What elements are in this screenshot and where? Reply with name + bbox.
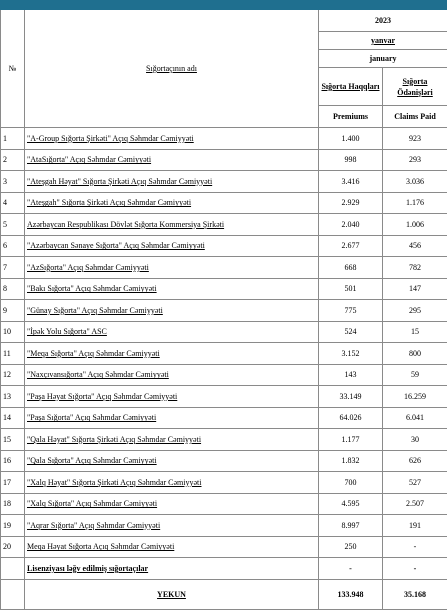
company-name — [25, 192, 319, 214]
col-company-header — [25, 10, 319, 128]
claims-value: 800 — [383, 343, 447, 365]
table-row — [1, 149, 447, 171]
company-name — [25, 364, 319, 386]
company-name-text: "Paşa Sığorta" Açıq Səhmdar Cəmiyyəti — [27, 413, 156, 422]
table-row — [1, 364, 447, 386]
rows-body — [1, 128, 447, 558]
company-name-text: "Xalq Sığorta" Açıq Səhmdar Cəmiyyəti — [27, 499, 157, 508]
row-number: 9 — [1, 300, 25, 322]
claims-value: 2.507 — [383, 493, 447, 515]
company-name-text: "Paşa Həyat Sığorta" Açıq Səhmdar Cəmiyyəti — [27, 392, 177, 401]
claims-value: 15 — [383, 321, 447, 343]
table-row — [1, 429, 447, 451]
row-number: 5 — [1, 214, 25, 236]
claims-value: 147 — [383, 278, 447, 300]
table-row — [1, 515, 447, 537]
total-claims: 35.168 — [383, 580, 447, 610]
premiums-value: 33.149 — [319, 386, 383, 408]
premiums-value: 700 — [319, 472, 383, 494]
company-name — [25, 235, 319, 257]
table-row — [1, 235, 447, 257]
row-number: 2 — [1, 149, 25, 171]
claims-value: 1.176 — [383, 192, 447, 214]
total-label: YEKUN — [25, 580, 319, 610]
row-number: 17 — [1, 472, 25, 494]
company-name — [25, 472, 319, 494]
claims-value: 923 — [383, 128, 447, 150]
table-row — [1, 472, 447, 494]
company-name — [25, 128, 319, 150]
company-name-text: "Qala Sığorta" Açıq Səhmdar Cəmiyyəti — [27, 456, 157, 465]
company-name — [25, 171, 319, 193]
table-row — [1, 536, 447, 558]
year-row — [1, 10, 447, 32]
company-name-text: "Bakı Sığorta" Açıq Səhmdar Cəmiyyəti — [27, 284, 157, 293]
premiums-value: 8.997 — [319, 515, 383, 537]
premiums-value: 4.595 — [319, 493, 383, 515]
company-name — [25, 450, 319, 472]
company-name — [25, 300, 319, 322]
company-name-text: "AzSığorta" Açıq Səhmdar Cəmiyyəti — [27, 263, 149, 272]
col-company-label: Sığortaçının adı — [146, 64, 197, 73]
company-name — [25, 257, 319, 279]
table-row — [1, 300, 447, 322]
table-row — [1, 171, 447, 193]
table-row — [1, 493, 447, 515]
company-name — [25, 493, 319, 515]
revoked-premiums: - — [319, 558, 383, 580]
company-name-text: "Naxçıvansığorta" Açıq Səhmdar Cəmiyyəti — [27, 370, 169, 379]
claims-en-header: Claims Paid — [383, 106, 447, 128]
company-name-text: "AtaSığorta" Açıq Səhmdar Cəmiyyəti — [27, 155, 151, 164]
company-name — [25, 278, 319, 300]
row-number: 14 — [1, 407, 25, 429]
company-name-text: "Xalq Həyat" Sığorta Şirkəti Açıq Səhmdar Cəmiyyəti — [27, 478, 202, 487]
company-name-text: "Azərbaycan Sənaye Sığorta" Açıq Səhmdar Cəmiyyəti — [27, 241, 205, 250]
revoked-row — [1, 558, 447, 580]
premiums-value: 1.400 — [319, 128, 383, 150]
table-row — [1, 214, 447, 236]
premiums-az-header: Sığorta Haqqları — [319, 68, 383, 106]
company-name-text: "Meqa Sığorta" Açıq Səhmdar Cəmiyyəti — [27, 349, 160, 358]
premiums-value: 3.416 — [319, 171, 383, 193]
premiums-value: 501 — [319, 278, 383, 300]
claims-value: 626 — [383, 450, 447, 472]
table-row — [1, 128, 447, 150]
revoked-label: Lisenziyası ləğv edilmiş sığortaçılar — [25, 558, 319, 580]
company-name — [25, 321, 319, 343]
month-en-header: january — [319, 50, 447, 68]
row-number: 10 — [1, 321, 25, 343]
claims-az-header: Sığorta Ödənişləri — [383, 68, 447, 106]
company-name-text: "İpək Yolu Sığorta" ASC — [27, 327, 107, 336]
row-number: 3 — [1, 171, 25, 193]
table-row — [1, 321, 447, 343]
revoked-claims: - — [383, 558, 447, 580]
company-name-text: "Aqrar Sığorta" Açıq Səhmdar Cəmiyyəti — [27, 521, 160, 530]
row-number: 16 — [1, 450, 25, 472]
total-premiums: 133.948 — [319, 580, 383, 610]
premiums-value: 2.040 — [319, 214, 383, 236]
claims-value: 30 — [383, 429, 447, 451]
table-row — [1, 192, 447, 214]
premiums-value: 668 — [319, 257, 383, 279]
company-name-text: "Ateşgah" Sığorta Şirkəti Açıq Səhmdar Cəmiyyəti — [27, 198, 191, 207]
claims-value: - — [383, 536, 447, 558]
table-row — [1, 278, 447, 300]
premiums-value: 1.832 — [319, 450, 383, 472]
row-number: 1 — [1, 128, 25, 150]
premiums-value: 250 — [319, 536, 383, 558]
row-number: 20 — [1, 536, 25, 558]
company-name — [25, 429, 319, 451]
premiums-value: 524 — [319, 321, 383, 343]
company-name — [25, 515, 319, 537]
premiums-en-header: Premiums — [319, 106, 383, 128]
company-name — [25, 343, 319, 365]
company-name-text: "Günay Sığorta" Açıq Səhmdar Cəmiyyəti — [27, 306, 163, 315]
row-number: 8 — [1, 278, 25, 300]
company-name-text: "Ateşgah Həyat" Sığorta Şirkəti Açıq Səhmdar Cəmiyyəti — [27, 177, 212, 186]
premiums-value: 775 — [319, 300, 383, 322]
premiums-value: 64.026 — [319, 407, 383, 429]
row-number: 6 — [1, 235, 25, 257]
total-row — [1, 580, 447, 610]
company-name-text: "Qala Həyat" Sığorta Şirkəti Açıq Səhmdar Cəmiyyəti — [27, 435, 201, 444]
table-row — [1, 407, 447, 429]
company-name — [25, 386, 319, 408]
premiums-value: 2.677 — [319, 235, 383, 257]
company-name — [25, 149, 319, 171]
top-color-bar — [1, 1, 447, 10]
company-name-text: "A-Group Sığorta Şirkəti" Açıq Səhmdar Cəmiyyəti — [27, 134, 194, 143]
row-number: 7 — [1, 257, 25, 279]
company-name-text: Meqa Həyat Sığorta Açıq Səhmdar Cəmiyyəti — [27, 542, 174, 551]
row-number: 12 — [1, 364, 25, 386]
col-number-header: № — [1, 10, 25, 128]
table-row — [1, 386, 447, 408]
claims-value: 782 — [383, 257, 447, 279]
row-number: 4 — [1, 192, 25, 214]
claims-value: 527 — [383, 472, 447, 494]
claims-value: 1.006 — [383, 214, 447, 236]
month-az-header: yanvar — [319, 32, 447, 50]
premiums-value: 1.177 — [319, 429, 383, 451]
row-number: 13 — [1, 386, 25, 408]
company-name — [25, 214, 319, 236]
table-row — [1, 343, 447, 365]
company-name — [25, 536, 319, 558]
row-number: 18 — [1, 493, 25, 515]
premiums-value: 998 — [319, 149, 383, 171]
claims-value: 456 — [383, 235, 447, 257]
table-row — [1, 450, 447, 472]
premiums-value: 2.929 — [319, 192, 383, 214]
claims-value: 293 — [383, 149, 447, 171]
claims-value: 59 — [383, 364, 447, 386]
claims-value: 6.041 — [383, 407, 447, 429]
company-name-text: Azərbaycan Respublikası Dövlət Sığorta Kommersiya Şirkəti — [27, 220, 224, 229]
claims-value: 295 — [383, 300, 447, 322]
year-header: 2023 — [319, 10, 447, 32]
row-number: 19 — [1, 515, 25, 537]
company-name — [25, 407, 319, 429]
claims-value: 16.259 — [383, 386, 447, 408]
premiums-value: 143 — [319, 364, 383, 386]
row-number: 11 — [1, 343, 25, 365]
premiums-value: 3.152 — [319, 343, 383, 365]
table-row — [1, 257, 447, 279]
claims-value: 191 — [383, 515, 447, 537]
claims-value: 3.036 — [383, 171, 447, 193]
row-number: 15 — [1, 429, 25, 451]
